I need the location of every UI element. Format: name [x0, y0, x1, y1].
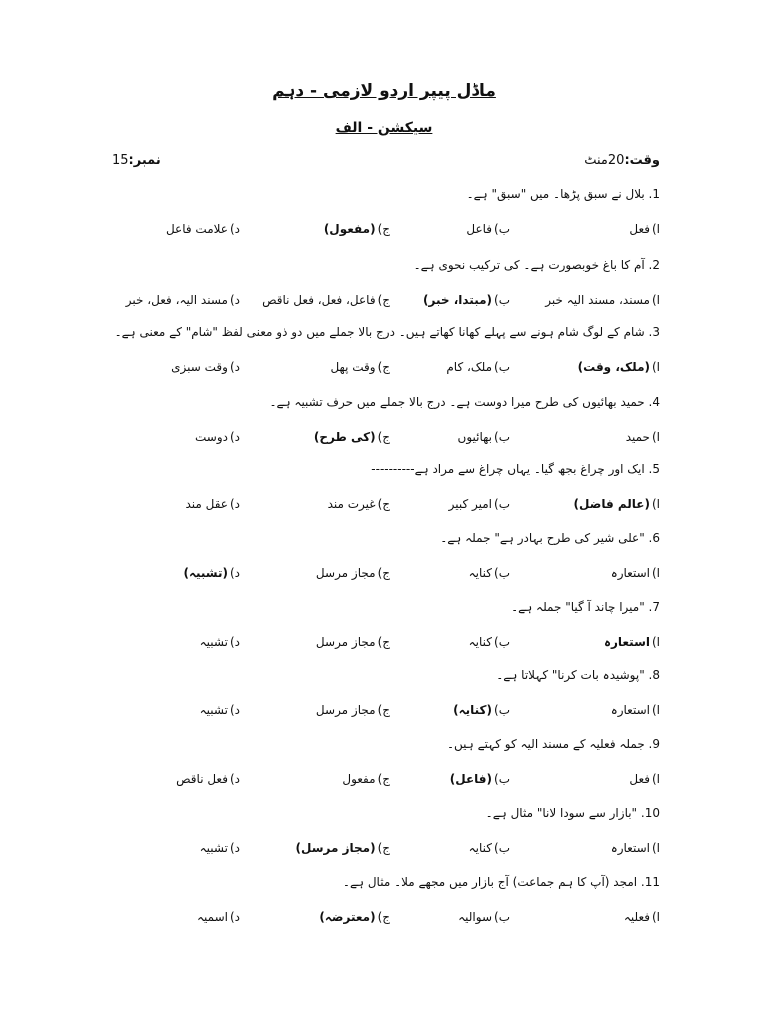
answer-option[interactable] [262, 293, 390, 307]
option-text: (تشبیہ) [183, 566, 228, 580]
question-text: 2. آم کا باغ خوبصورت ہے۔ کی ترکیب نحوی ہے۔ [413, 258, 660, 272]
answer-option[interactable] [611, 703, 660, 717]
answer-option[interactable] [578, 360, 660, 374]
time-value: 20منٹ [584, 153, 625, 168]
option-text: مجاز مرسل [315, 703, 376, 717]
option-text: وقت پھل [330, 360, 376, 374]
section-heading: سیکشن - الف [335, 120, 433, 136]
answer-option[interactable] [458, 910, 510, 924]
options-row [60, 360, 660, 380]
answer-option[interactable] [176, 772, 240, 786]
answer-option[interactable] [330, 360, 390, 374]
option-label: د) [229, 841, 240, 855]
option-text: (کی طرح) [313, 430, 376, 444]
option-label: ا) [651, 910, 660, 924]
options-row [60, 293, 660, 313]
question-text: 10. "بازار سے سودا لانا" مثال ہے۔ [485, 806, 660, 820]
option-text: علامت فاعل [165, 222, 228, 236]
option-label: ا) [651, 360, 660, 374]
option-text: تشبیہ [199, 635, 228, 649]
answer-option[interactable] [200, 703, 240, 717]
option-label: د) [229, 222, 240, 236]
question-text: 5. ایک اور چراغ بجھ گیا۔ یہاں چراغ سے مراد ہے---------- [371, 462, 660, 476]
option-label: د) [229, 635, 240, 649]
answer-option[interactable] [466, 222, 510, 236]
option-label: ج) [377, 222, 390, 236]
answer-option[interactable] [166, 222, 240, 236]
option-text: فعل [629, 772, 650, 786]
option-text: (عالم فاضل) [573, 497, 650, 511]
answer-option[interactable] [629, 772, 660, 786]
answer-option[interactable] [316, 703, 390, 717]
option-text: (مجاز مرسل) [295, 841, 376, 855]
option-label: ب) [494, 293, 510, 307]
question-text: 7. "میرا چاند آ گیا" جملہ ہے۔ [511, 600, 660, 614]
question-text: 3. شام کے لوگ شام ہونے سے پہلے کھانا کھاتے ہیں۔ درج بالا جملے میں دو ذو معنی لفظ "شام" کے معنی ہے۔ [114, 325, 660, 339]
answer-option[interactable] [296, 841, 390, 855]
answer-option[interactable] [469, 635, 510, 649]
option-text: تشبیہ [199, 841, 228, 855]
option-label: ج) [377, 360, 390, 374]
option-label: د) [229, 703, 240, 717]
option-label: ج) [377, 430, 390, 444]
option-text: کنایہ [468, 566, 493, 580]
option-text: مفعول [342, 772, 376, 786]
option-label: ا) [651, 772, 660, 786]
options-row [60, 430, 660, 450]
answer-option[interactable] [624, 910, 660, 924]
answer-option[interactable] [200, 635, 240, 649]
answer-option[interactable] [200, 841, 240, 855]
option-text: مجاز مرسل [315, 566, 376, 580]
answer-option[interactable] [171, 360, 240, 374]
answer-option[interactable] [450, 772, 510, 786]
options-row [60, 910, 660, 930]
option-text: (فاعل) [449, 772, 493, 786]
option-text: ملک، کام [446, 360, 493, 374]
answer-option[interactable] [469, 841, 510, 855]
option-label: ا) [651, 430, 660, 444]
options-row [60, 497, 660, 517]
option-label: ج) [377, 497, 390, 511]
option-label: د) [229, 430, 240, 444]
option-label: ج) [377, 910, 390, 924]
options-row [60, 635, 660, 655]
option-label: ج) [377, 703, 390, 717]
time-info [584, 153, 660, 168]
answer-option[interactable] [446, 360, 510, 374]
option-label: ا) [651, 841, 660, 855]
option-text: (ملک، وقت) [577, 360, 650, 374]
answer-option[interactable] [545, 293, 660, 307]
option-label: ب) [494, 566, 510, 580]
paper-title: ماڈل پیپر اردو لازمی - دہم [272, 81, 496, 101]
answer-option[interactable] [126, 293, 240, 307]
answer-option[interactable] [469, 566, 510, 580]
option-text: استعارہ [610, 703, 650, 717]
options-row [60, 841, 660, 861]
option-label: د) [229, 293, 240, 307]
options-row [60, 566, 660, 586]
option-text: مجاز مرسل [315, 635, 376, 649]
option-label: ا) [651, 635, 660, 649]
option-text: فاعل، فعل، فعل ناقص [262, 293, 376, 307]
option-text: استعارہ [610, 566, 650, 580]
option-label: ا) [651, 497, 660, 511]
option-label: ب) [494, 430, 510, 444]
question-text: 8. "پوشیدہ بات کرنا" کہلاتا ہے۔ [496, 668, 660, 682]
marks-info [112, 153, 161, 168]
answer-option[interactable] [195, 430, 240, 444]
option-text: کنایہ [468, 635, 493, 649]
answer-option[interactable] [319, 910, 390, 924]
answer-option[interactable] [611, 841, 660, 855]
option-text: حمید [625, 430, 650, 444]
answer-option[interactable] [458, 430, 510, 444]
marks-value: 15 [112, 153, 129, 168]
option-text: وقت سبزی [171, 360, 228, 374]
answer-option[interactable] [324, 222, 390, 236]
option-text: تشبیہ [199, 703, 228, 717]
question-text: 9. جملہ فعلیہ کے مسند الیہ کو کہتے ہیں۔ [446, 737, 660, 751]
option-label: ب) [494, 703, 510, 717]
option-text: اسمیہ [196, 910, 228, 924]
option-label: ب) [494, 222, 510, 236]
answer-option[interactable] [316, 566, 390, 580]
option-text: استعارہ [603, 635, 650, 649]
option-text: امیر کبیر [448, 497, 493, 511]
answer-option[interactable] [314, 430, 390, 444]
question-text: 6. "علی شیر کی طرح بہادر ہے" جملہ ہے۔ [440, 531, 660, 545]
option-label: ب) [494, 841, 510, 855]
option-label: ا) [651, 566, 660, 580]
option-text: فعل ناقص [176, 772, 228, 786]
question-text: 4. حمید بھائیوں کی طرح میرا دوست ہے۔ درج بالا جملے میں حرف تشبیہ ہے۔ [269, 395, 660, 409]
answer-option[interactable] [626, 430, 660, 444]
marks-label: نمبر: [128, 153, 161, 168]
options-row [60, 222, 660, 242]
option-text: بھائیوں [457, 430, 493, 444]
option-label: ب) [494, 635, 510, 649]
answer-option[interactable] [629, 222, 660, 236]
answer-option[interactable] [185, 497, 240, 511]
options-row [60, 772, 660, 792]
answer-option[interactable] [197, 910, 240, 924]
option-label: ج) [377, 772, 390, 786]
time-label: وقت: [624, 153, 660, 168]
option-text: دوست [194, 430, 228, 444]
option-text: فاعل [466, 222, 493, 236]
option-label: ا) [651, 222, 660, 236]
answer-option[interactable] [449, 497, 510, 511]
option-label: ا) [651, 703, 660, 717]
option-text: (مبتدا، خبر) [423, 293, 493, 307]
option-text: کنایہ [468, 841, 493, 855]
answer-option[interactable] [183, 566, 240, 580]
option-label: ب) [494, 360, 510, 374]
options-row [60, 703, 660, 723]
option-text: (مفعول) [323, 222, 376, 236]
option-label: ج) [377, 635, 390, 649]
answer-option[interactable] [423, 293, 510, 307]
answer-option[interactable] [574, 497, 660, 511]
option-text: استعارہ [610, 841, 650, 855]
answer-option[interactable] [453, 703, 510, 717]
option-label: ج) [377, 293, 390, 307]
option-label: ج) [377, 566, 390, 580]
option-text: مسند، مسند الیہ خبر [545, 293, 650, 307]
option-text: مسند الیہ، فعل، خبر [125, 293, 228, 307]
option-text: سوالیہ [458, 910, 493, 924]
option-text: غیرت مند [327, 497, 376, 511]
answer-option[interactable] [342, 772, 390, 786]
option-label: ب) [494, 772, 510, 786]
option-text: فعلیہ [623, 910, 650, 924]
option-label: ج) [377, 841, 390, 855]
answer-option[interactable] [316, 635, 390, 649]
option-label: ب) [494, 910, 510, 924]
option-text: فعل [629, 222, 650, 236]
option-text: (کنایہ) [453, 703, 493, 717]
option-label: ا) [651, 293, 660, 307]
question-text: 11. امجد (آپ کا ہم جماعت) آج بازار میں مجھے ملا۔ مثال ہے۔ [342, 875, 660, 889]
answer-option[interactable] [604, 635, 660, 649]
option-text: (معترضہ) [319, 910, 376, 924]
option-label: د) [229, 360, 240, 374]
option-label: د) [229, 566, 240, 580]
option-label: د) [229, 497, 240, 511]
answer-option[interactable] [611, 566, 660, 580]
option-label: د) [229, 910, 240, 924]
option-text: عقل مند [185, 497, 228, 511]
question-text: 1. بلال نے سبق پڑھا۔ میں "سبق" ہے۔ [466, 187, 660, 201]
option-label: ب) [494, 497, 510, 511]
answer-option[interactable] [328, 497, 390, 511]
option-label: د) [229, 772, 240, 786]
